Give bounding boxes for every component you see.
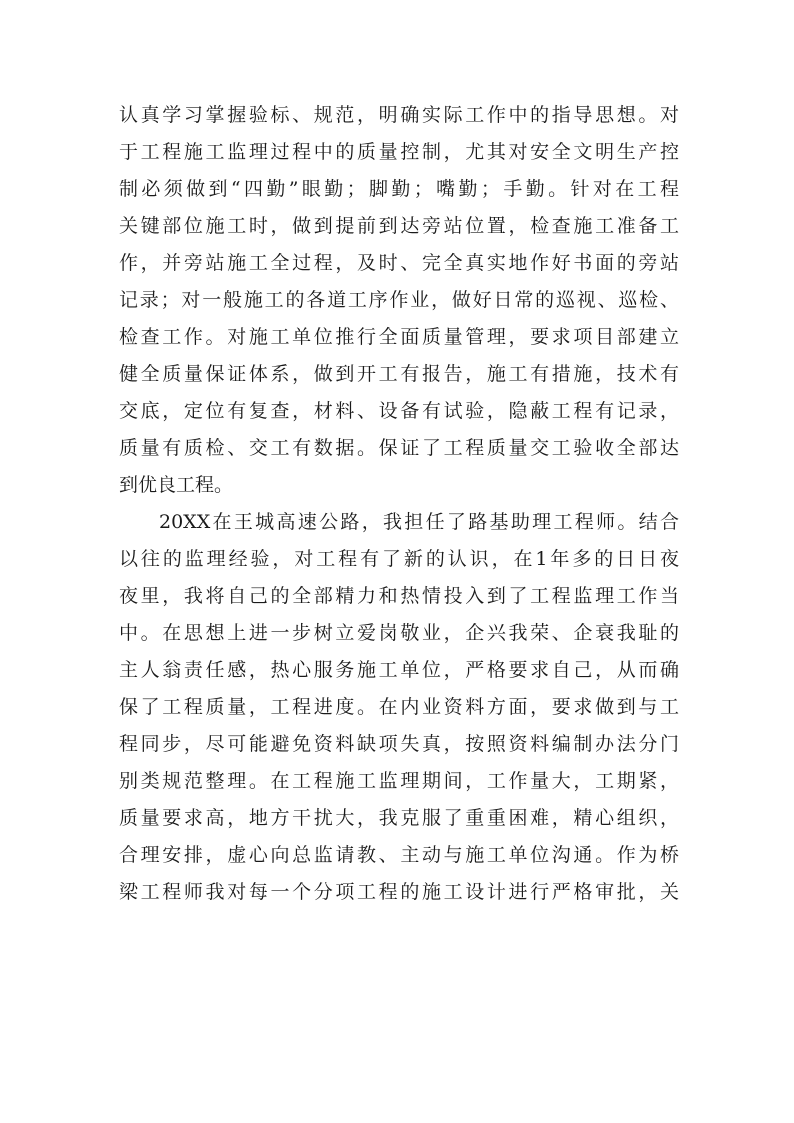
paragraph-1 <box>119 97 679 504</box>
paragraph-line: 20XX在王城高速公路，我担任了路基助理工程师。结合 <box>159 511 679 533</box>
paragraph-line: 保了工程质量，工程进度。在内业资料方面，要求做到与工 <box>119 696 679 718</box>
paragraph-line: 夜里，我将自己的全部精力和热情投入到了工程监理工作当 <box>119 585 679 607</box>
paragraph-line: 检查工作。对施工单位推行全面质量管理，要求项目部建立 <box>119 326 679 348</box>
paragraph-line: 认真学习掌握验标、规范，明确实际工作中的指导思想。对 <box>119 104 679 126</box>
paragraph-line: 于工程施工监理过程中的质量控制，尤其对安全文明生产控 <box>119 141 679 163</box>
paragraph-line: 梁工程师我对每一个分项工程的施工设计进行严格审批，关 <box>119 881 679 903</box>
paragraph-line: 合理安排，虚心向总监请教、主动与施工单位沟通。作为桥 <box>119 844 679 866</box>
paragraph-line: 别类规范整理。在工程施工监理期间，工作量大，工期紧， <box>119 770 679 792</box>
paragraph-line: 作，并旁站施工全过程，及时、完全真实地作好书面的旁站 <box>119 252 679 274</box>
paragraph-line: 记录；对一般施工的各道工序作业，做好日常的巡视、巡检、 <box>119 289 679 311</box>
document-body <box>119 97 679 911</box>
paragraph-line: 质量有质检、交工有数据。保证了工程质量交工验收全部达 <box>119 437 679 459</box>
paragraph-line: 以往的监理经验，对工程有了新的认识，在1年多的日日夜 <box>119 548 679 570</box>
paragraph-2 <box>119 504 679 911</box>
paragraph-line: 交底，定位有复查，材料、设备有试验，隐蔽工程有记录， <box>119 400 679 422</box>
paragraph-line: 质量要求高，地方干扰大，我克服了重重困难，精心组织， <box>119 807 679 829</box>
paragraph-line: 健全质量保证体系，做到开工有报告，施工有措施，技术有 <box>119 363 679 385</box>
paragraph-line: 到优良工程。 <box>119 474 234 496</box>
paragraph-line: 程同步，尽可能避免资料缺项失真，按照资料编制办法分门 <box>119 733 679 755</box>
paragraph-line: 主人翁责任感，热心服务施工单位，严格要求自己，从而确 <box>119 659 679 681</box>
paragraph-line: 中。在思想上进一步树立爱岗敬业，企兴我荣、企衰我耻的 <box>119 622 679 644</box>
paragraph-line: 制必须做到“四勤”眼勤；脚勤；嘴勤；手勤。针对在工程 <box>119 178 679 200</box>
paragraph-line: 关键部位施工时，做到提前到达旁站位置，检查施工准备工 <box>119 215 679 237</box>
